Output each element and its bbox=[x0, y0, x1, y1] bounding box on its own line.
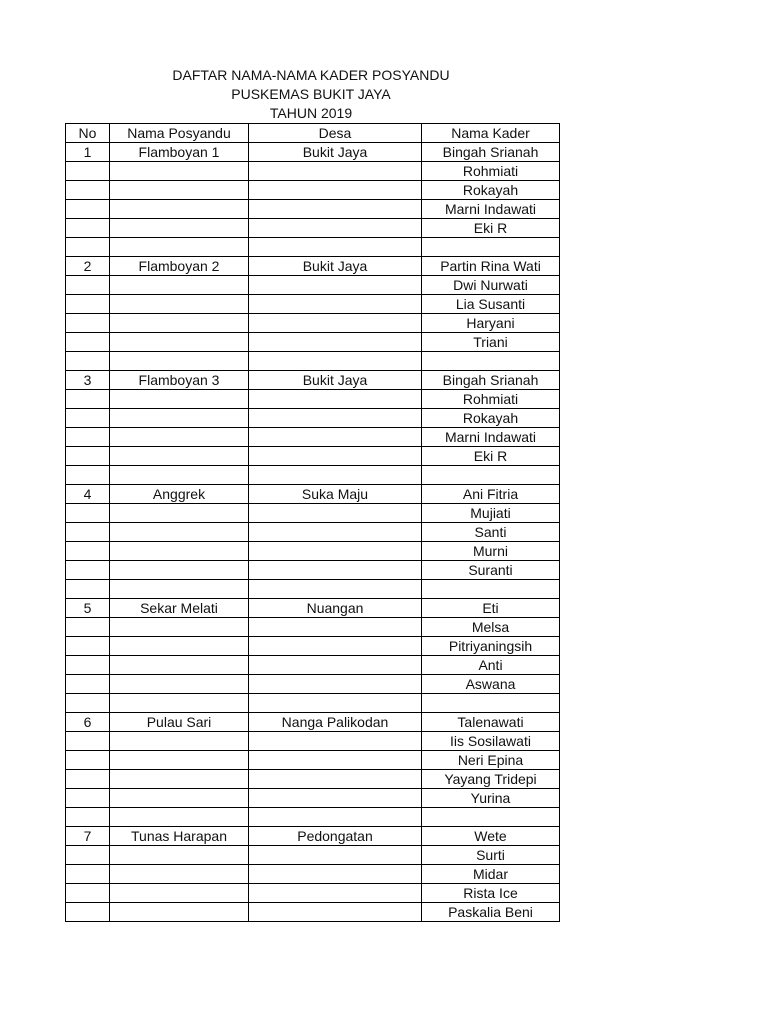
table-row-empty bbox=[66, 466, 560, 485]
cell-nama-kader: Rokayah bbox=[422, 409, 560, 428]
cell-nama-posyandu bbox=[110, 903, 249, 922]
cell-nama-posyandu: Pulau Sari bbox=[110, 713, 249, 732]
table-body bbox=[66, 143, 560, 922]
cell-no bbox=[66, 314, 110, 333]
cell-nama-posyandu: Flamboyan 1 bbox=[110, 143, 249, 162]
cell-nama-posyandu bbox=[110, 789, 249, 808]
table-row bbox=[66, 333, 560, 352]
cell-nama-kader: Yurina bbox=[422, 789, 560, 808]
cell-empty bbox=[110, 808, 249, 827]
cell-nama-posyandu bbox=[110, 542, 249, 561]
table-row bbox=[66, 143, 560, 162]
cell-nama-posyandu: Anggrek bbox=[110, 485, 249, 504]
cell-nama-kader: Iis Sosilawati bbox=[422, 732, 560, 751]
cell-empty bbox=[66, 352, 110, 371]
cell-no bbox=[66, 789, 110, 808]
cell-no bbox=[66, 903, 110, 922]
cell-no bbox=[66, 561, 110, 580]
cell-desa bbox=[249, 618, 422, 637]
cell-nama-posyandu bbox=[110, 846, 249, 865]
cell-nama-posyandu: Flamboyan 2 bbox=[110, 257, 249, 276]
cell-desa bbox=[249, 295, 422, 314]
cell-nama-kader: Rohmiati bbox=[422, 390, 560, 409]
header-nama-posyandu: Nama Posyandu bbox=[110, 124, 249, 143]
cell-empty bbox=[249, 466, 422, 485]
cell-empty bbox=[110, 352, 249, 371]
cell-no bbox=[66, 409, 110, 428]
document-title bbox=[65, 66, 557, 123]
cell-empty bbox=[66, 580, 110, 599]
cell-desa: Bukit Jaya bbox=[249, 143, 422, 162]
cell-no bbox=[66, 447, 110, 466]
cell-nama-kader: Eki R bbox=[422, 219, 560, 238]
cell-nama-posyandu: Flamboyan 3 bbox=[110, 371, 249, 390]
cell-desa: Nuangan bbox=[249, 599, 422, 618]
cell-no bbox=[66, 770, 110, 789]
cell-no bbox=[66, 751, 110, 770]
table-row bbox=[66, 751, 560, 770]
cell-nama-posyandu bbox=[110, 770, 249, 789]
cell-no bbox=[66, 523, 110, 542]
cell-empty bbox=[110, 238, 249, 257]
cell-desa bbox=[249, 751, 422, 770]
cell-empty bbox=[66, 694, 110, 713]
table-row-empty bbox=[66, 694, 560, 713]
cell-nama-posyandu bbox=[110, 314, 249, 333]
cell-no bbox=[66, 390, 110, 409]
title-line-3: TAHUN 2019 bbox=[269, 105, 353, 121]
cell-desa bbox=[249, 846, 422, 865]
cell-no bbox=[66, 884, 110, 903]
cell-no bbox=[66, 732, 110, 751]
cell-nama-posyandu bbox=[110, 409, 249, 428]
cell-desa bbox=[249, 219, 422, 238]
kader-table bbox=[65, 123, 560, 922]
cell-desa: Bukit Jaya bbox=[249, 257, 422, 276]
cell-nama-posyandu bbox=[110, 390, 249, 409]
cell-nama-posyandu bbox=[110, 181, 249, 200]
table-row-empty bbox=[66, 808, 560, 827]
cell-desa bbox=[249, 542, 422, 561]
cell-no bbox=[66, 181, 110, 200]
cell-nama-posyandu bbox=[110, 333, 249, 352]
table-row bbox=[66, 200, 560, 219]
cell-nama-kader: Bingah Srianah bbox=[422, 371, 560, 390]
title-line-2: PUSKEMAS BUKIT JAYA bbox=[231, 86, 391, 102]
cell-no bbox=[66, 542, 110, 561]
table-row-empty bbox=[66, 238, 560, 257]
cell-nama-kader: Marni Indawati bbox=[422, 200, 560, 219]
title-line-1: DAFTAR NAMA-NAMA KADER POSYANDU bbox=[172, 67, 450, 83]
cell-no: 1 bbox=[66, 143, 110, 162]
cell-desa bbox=[249, 200, 422, 219]
cell-desa bbox=[249, 523, 422, 542]
table-row bbox=[66, 409, 560, 428]
cell-desa bbox=[249, 732, 422, 751]
cell-nama-kader: Triani bbox=[422, 333, 560, 352]
cell-nama-kader: Surti bbox=[422, 846, 560, 865]
cell-desa bbox=[249, 865, 422, 884]
cell-nama-kader: Paskalia Beni bbox=[422, 903, 560, 922]
cell-nama-kader: Rohmiati bbox=[422, 162, 560, 181]
cell-nama-kader: Bingah Srianah bbox=[422, 143, 560, 162]
cell-nama-posyandu bbox=[110, 447, 249, 466]
cell-no bbox=[66, 637, 110, 656]
cell-empty bbox=[249, 580, 422, 599]
cell-empty bbox=[249, 694, 422, 713]
table-row bbox=[66, 846, 560, 865]
table-row bbox=[66, 713, 560, 732]
cell-desa bbox=[249, 637, 422, 656]
cell-desa bbox=[249, 675, 422, 694]
cell-no: 4 bbox=[66, 485, 110, 504]
cell-no: 6 bbox=[66, 713, 110, 732]
table-row bbox=[66, 675, 560, 694]
cell-nama-kader: Lia Susanti bbox=[422, 295, 560, 314]
table-row bbox=[66, 276, 560, 295]
cell-no bbox=[66, 428, 110, 447]
cell-nama-kader: Talenawati bbox=[422, 713, 560, 732]
cell-empty bbox=[422, 694, 560, 713]
table-row bbox=[66, 637, 560, 656]
cell-desa bbox=[249, 428, 422, 447]
cell-nama-kader: Ani Fitria bbox=[422, 485, 560, 504]
cell-nama-kader: Mujiati bbox=[422, 504, 560, 523]
cell-no bbox=[66, 219, 110, 238]
cell-empty bbox=[422, 580, 560, 599]
cell-desa bbox=[249, 561, 422, 580]
table-row bbox=[66, 428, 560, 447]
cell-desa bbox=[249, 789, 422, 808]
cell-no bbox=[66, 276, 110, 295]
cell-desa: Suka Maju bbox=[249, 485, 422, 504]
cell-desa bbox=[249, 447, 422, 466]
table-row bbox=[66, 542, 560, 561]
cell-desa bbox=[249, 656, 422, 675]
cell-no bbox=[66, 504, 110, 523]
cell-no: 3 bbox=[66, 371, 110, 390]
cell-nama-posyandu bbox=[110, 428, 249, 447]
cell-nama-posyandu bbox=[110, 865, 249, 884]
cell-empty bbox=[422, 808, 560, 827]
cell-nama-posyandu bbox=[110, 884, 249, 903]
cell-empty bbox=[249, 352, 422, 371]
table-row bbox=[66, 219, 560, 238]
cell-nama-kader: Murni bbox=[422, 542, 560, 561]
cell-desa bbox=[249, 390, 422, 409]
cell-desa: Nanga Palikodan bbox=[249, 713, 422, 732]
table-row bbox=[66, 371, 560, 390]
table-row-empty bbox=[66, 580, 560, 599]
cell-nama-posyandu bbox=[110, 732, 249, 751]
cell-empty bbox=[249, 808, 422, 827]
cell-no bbox=[66, 865, 110, 884]
cell-empty bbox=[422, 238, 560, 257]
cell-desa bbox=[249, 504, 422, 523]
cell-empty bbox=[110, 580, 249, 599]
cell-desa: Pedongatan bbox=[249, 827, 422, 846]
cell-nama-kader: Eti bbox=[422, 599, 560, 618]
cell-nama-posyandu: Tunas Harapan bbox=[110, 827, 249, 846]
table-row bbox=[66, 865, 560, 884]
cell-empty bbox=[66, 238, 110, 257]
cell-no: 5 bbox=[66, 599, 110, 618]
table-row bbox=[66, 447, 560, 466]
cell-nama-posyandu bbox=[110, 561, 249, 580]
cell-nama-posyandu bbox=[110, 656, 249, 675]
table-row bbox=[66, 561, 560, 580]
cell-nama-kader: Wete bbox=[422, 827, 560, 846]
cell-nama-kader: Yayang Tridepi bbox=[422, 770, 560, 789]
cell-nama-kader: Rista Ice bbox=[422, 884, 560, 903]
cell-nama-posyandu bbox=[110, 200, 249, 219]
cell-nama-kader: Suranti bbox=[422, 561, 560, 580]
cell-empty bbox=[66, 466, 110, 485]
cell-nama-kader: Pitriyaningsih bbox=[422, 637, 560, 656]
cell-nama-kader: Rokayah bbox=[422, 181, 560, 200]
cell-no bbox=[66, 333, 110, 352]
cell-nama-posyandu bbox=[110, 219, 249, 238]
cell-empty bbox=[249, 238, 422, 257]
cell-nama-kader: Marni Indawati bbox=[422, 428, 560, 447]
table-row bbox=[66, 903, 560, 922]
table-row bbox=[66, 257, 560, 276]
cell-nama-posyandu bbox=[110, 276, 249, 295]
cell-desa bbox=[249, 884, 422, 903]
cell-no bbox=[66, 295, 110, 314]
cell-nama-kader: Midar bbox=[422, 865, 560, 884]
table-row bbox=[66, 827, 560, 846]
cell-desa bbox=[249, 162, 422, 181]
cell-nama-posyandu bbox=[110, 504, 249, 523]
cell-nama-posyandu bbox=[110, 523, 249, 542]
cell-desa bbox=[249, 333, 422, 352]
table-row bbox=[66, 732, 560, 751]
cell-desa bbox=[249, 409, 422, 428]
table-row bbox=[66, 181, 560, 200]
table-row bbox=[66, 504, 560, 523]
cell-nama-posyandu bbox=[110, 162, 249, 181]
cell-empty bbox=[422, 466, 560, 485]
table-row bbox=[66, 485, 560, 504]
cell-nama-kader: Neri Epina bbox=[422, 751, 560, 770]
header-nama-kader: Nama Kader bbox=[422, 124, 560, 143]
cell-no: 7 bbox=[66, 827, 110, 846]
table-row bbox=[66, 770, 560, 789]
table-row bbox=[66, 523, 560, 542]
cell-no bbox=[66, 656, 110, 675]
header-no: No bbox=[66, 124, 110, 143]
cell-desa: Bukit Jaya bbox=[249, 371, 422, 390]
cell-desa bbox=[249, 181, 422, 200]
cell-nama-kader: Santi bbox=[422, 523, 560, 542]
cell-desa bbox=[249, 903, 422, 922]
cell-no bbox=[66, 675, 110, 694]
cell-nama-kader: Anti bbox=[422, 656, 560, 675]
cell-desa bbox=[249, 770, 422, 789]
cell-nama-kader: Dwi Nurwati bbox=[422, 276, 560, 295]
cell-desa bbox=[249, 276, 422, 295]
cell-desa bbox=[249, 314, 422, 333]
cell-no bbox=[66, 618, 110, 637]
cell-empty bbox=[110, 694, 249, 713]
cell-nama-kader: Melsa bbox=[422, 618, 560, 637]
cell-nama-kader: Partin Rina Wati bbox=[422, 257, 560, 276]
cell-nama-kader: Haryani bbox=[422, 314, 560, 333]
cell-nama-posyandu bbox=[110, 675, 249, 694]
cell-empty bbox=[66, 808, 110, 827]
cell-empty bbox=[110, 466, 249, 485]
table-row bbox=[66, 618, 560, 637]
table-row bbox=[66, 884, 560, 903]
header-desa: Desa bbox=[249, 124, 422, 143]
cell-nama-posyandu bbox=[110, 751, 249, 770]
cell-nama-posyandu bbox=[110, 295, 249, 314]
table-row bbox=[66, 390, 560, 409]
table-row bbox=[66, 295, 560, 314]
cell-no bbox=[66, 846, 110, 865]
table-row bbox=[66, 789, 560, 808]
table-row bbox=[66, 599, 560, 618]
table-row bbox=[66, 656, 560, 675]
cell-nama-posyandu: Sekar Melati bbox=[110, 599, 249, 618]
cell-nama-posyandu bbox=[110, 618, 249, 637]
cell-no bbox=[66, 162, 110, 181]
table-row bbox=[66, 162, 560, 181]
cell-nama-posyandu bbox=[110, 637, 249, 656]
table-header-row bbox=[66, 124, 560, 143]
cell-nama-kader: Aswana bbox=[422, 675, 560, 694]
cell-nama-kader: Eki R bbox=[422, 447, 560, 466]
cell-empty bbox=[422, 352, 560, 371]
table-row-empty bbox=[66, 352, 560, 371]
cell-no bbox=[66, 200, 110, 219]
cell-no: 2 bbox=[66, 257, 110, 276]
table-row bbox=[66, 314, 560, 333]
